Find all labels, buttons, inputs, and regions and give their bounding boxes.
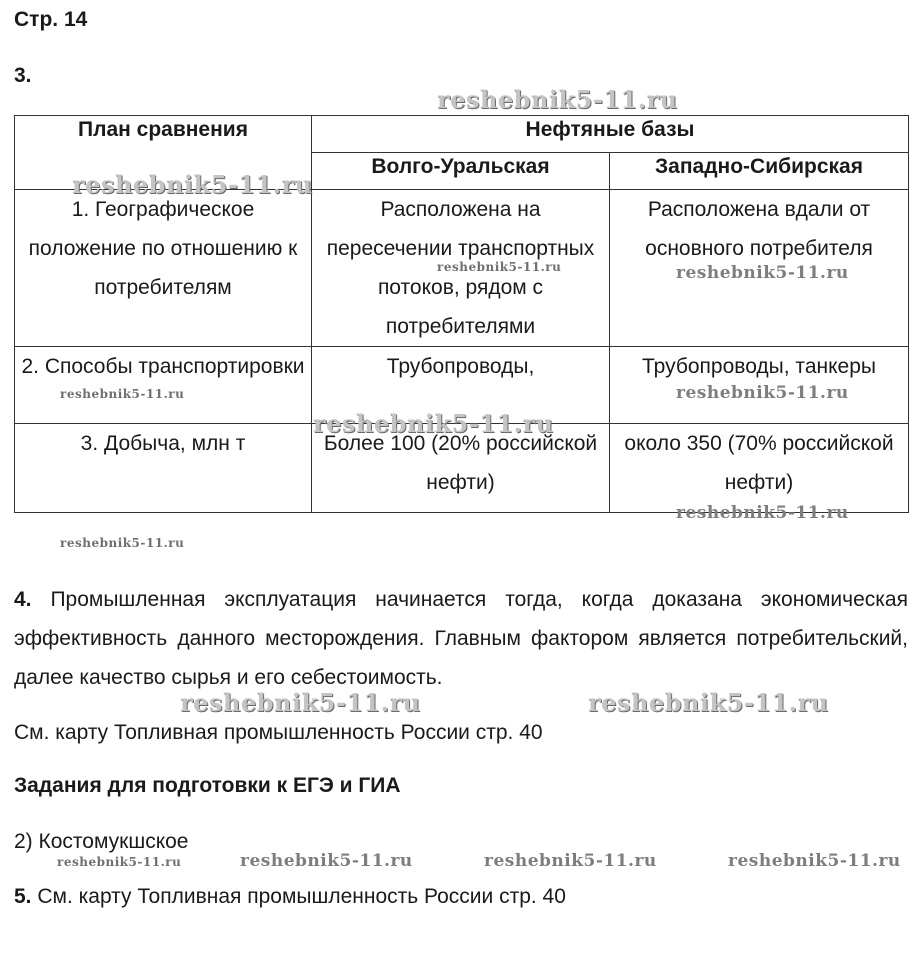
watermark: reshebnik5-11.ru [728,851,901,871]
task-5-text: См. карту Топливная промышленность России стр. 40 [37,885,566,908]
table-cell-criterion: 1. Географическое положение по отношению к потребителям [15,190,312,347]
task-4-number: 4. [14,588,32,611]
table-cell-volga-ural: Расположена на пересечении транспортных потоков, рядом с потребителями [312,190,610,347]
watermark: reshebnik5-11.ru [60,387,185,401]
table-cell-criterion: 3. Добыча, млн т [15,424,312,513]
header-oil-bases: Нефтяные базы [312,116,909,153]
task-3-number: 3. [14,64,32,87]
page-title: Стр. 14 [14,8,88,31]
watermark: reshebnik5-11.ru [676,503,849,523]
watermark: reshebnik5-11.ru [676,383,849,403]
watermark: reshebnik5-11.ru [437,85,678,114]
table-cell-west-siberia: около 350 (70% российской нефти) [610,424,909,513]
header-west-siberia: Западно-Сибирская [610,153,909,190]
watermark: reshebnik5-11.ru [588,688,829,717]
watermark: reshebnik5-11.ru [240,851,413,871]
watermark: reshebnik5-11.ru [437,260,562,274]
watermark: reshebnik5-11.ru [60,536,185,550]
watermark: reshebnik5-11.ru [72,170,313,199]
task-5-paragraph [14,877,908,916]
watermark: reshebnik5-11.ru [676,263,849,283]
watermark: reshebnik5-11.ru [57,855,182,869]
task-4-text: Промышленная эксплуатация начинается тогда, когда доказана экономическая эффективность данного месторождения. Главным фактором является потребительский, далее качество сырья и его себестоимость. [14,588,908,689]
table-cell-volga-ural: Более 100 (20% российской нефти) [312,424,610,513]
exam-section-title: Задания для подготовки к ЕГЭ и ГИА [14,774,401,797]
task-4-paragraph [14,580,908,697]
map-note: См. карту Топливная промышленность России стр. 40 [14,721,543,744]
header-plan: План сравнения [15,116,312,190]
task-5-number: 5. [14,885,32,908]
table-cell-west-siberia: Расположена вдали от основного потребителя [610,190,909,347]
watermark: reshebnik5-11.ru [313,409,554,438]
watermark: reshebnik5-11.ru [180,688,421,717]
answer-2: 2) Костомукшское [14,830,189,853]
table-cell-volga-ural: Трубопроводы, [312,347,610,424]
table-cell-criterion: 2. Способы транспортировки [15,347,312,424]
watermark: reshebnik5-11.ru [484,851,657,871]
header-volga-ural: Волго-Уральская [312,153,610,190]
table-cell-west-siberia: Трубопроводы, танкеры [610,347,909,424]
